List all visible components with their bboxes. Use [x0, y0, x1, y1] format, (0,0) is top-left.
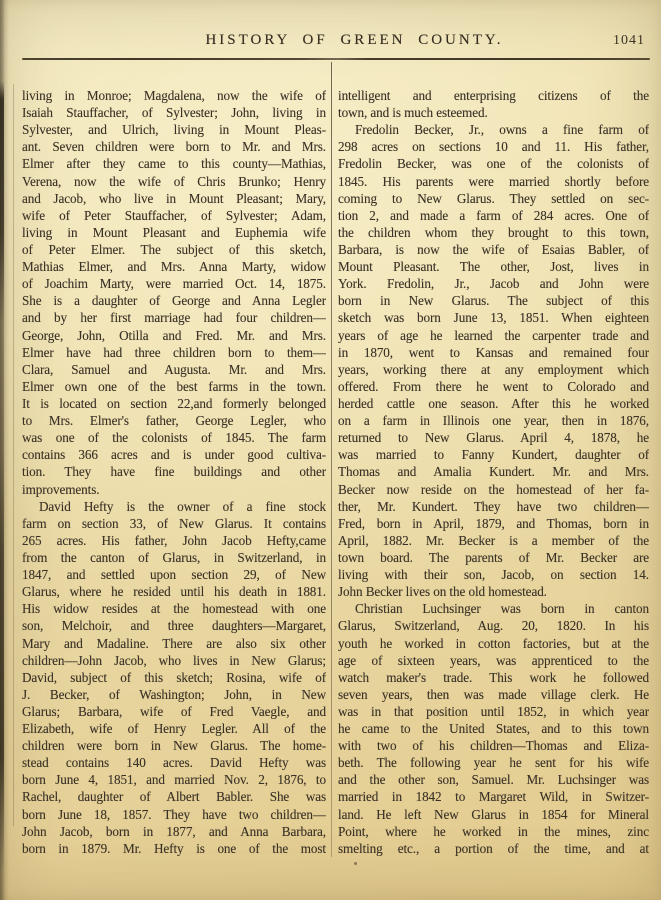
text-line: and the other son, Samuel. Mr. Luchsinger was — [338, 772, 649, 788]
text-line: Rachel, daughter of Albert Babler. She was — [22, 789, 326, 805]
text-line: tion 2, and made a farm of 284 acres. One of — [338, 207, 649, 223]
text-line: son, Melchoir, and three daughters—Margaret, — [22, 618, 326, 634]
text-line: Verena, now the wife of Chris Brunko; Henry — [22, 173, 326, 189]
text-line: age of sixteen years, was apprenticed to the — [338, 652, 649, 668]
text-line: She is a daughter of George and Anna Legler — [22, 293, 326, 309]
text-line: tion. They have fine buildings and other — [22, 464, 326, 480]
text-line: 298 acres on sections 10 and 11. His father, — [338, 139, 649, 155]
text-line: stead contains 140 acres. David Hefty was — [22, 755, 326, 771]
column-divider — [331, 62, 332, 857]
text-line: town board. The parents of Mr. Becker are — [338, 549, 649, 565]
text-line: to Mrs. Elmer's father, George Legler, who — [22, 413, 326, 429]
text-line: Elizabeth, wife of Henry Legler. All of the — [22, 721, 326, 737]
text-line: Point, where he worked in the mines, zinc — [338, 823, 649, 839]
text-line: of Peter Elmer. The subject of this sketch, — [22, 241, 326, 257]
text-line: David Hefty is the owner of a fine stock — [39, 498, 326, 514]
text-line: Thomas and Amalia Kundert. Mr. and Mrs. — [338, 464, 649, 480]
text-line: born in 1879. Mr. Hefty is one of the most — [22, 840, 326, 856]
text-line: smelting etc., a portion of the time, and at — [338, 840, 649, 856]
page-number: 1041 — [613, 33, 645, 48]
binding-shadow — [0, 0, 9, 900]
page-crease-line — [13, 84, 14, 826]
text-line: he came to the United States, and to this town — [338, 721, 649, 737]
text-line: beth. The following year he sent for his wife — [338, 755, 649, 771]
text-line: married in 1842 to Margaret Wild, in Switzer- — [338, 789, 649, 805]
text-line: Elmer after they came to this county—Mathias, — [22, 156, 326, 172]
text-line: Elmer own one of the best farms in the town. — [22, 378, 326, 394]
text-line: living in Monroe; Magdalena, now the wife of — [22, 88, 326, 103]
text-line: born in New Glarus. The subject of this — [338, 293, 649, 309]
text-line: the children whom they brought to this town, — [338, 224, 649, 240]
text-line: Fredolin Becker, was one of the colonists of — [338, 156, 649, 172]
text-line: Christian Luchsinger was born in canton — [355, 601, 649, 617]
text-line: living in Mount Pleasant and Euphemia wife — [22, 224, 326, 240]
text-line: in 1870, went to Kansas and remained four — [338, 344, 649, 360]
text-line: Mount Pleasant. The other, Jost, lives in — [338, 259, 649, 275]
text-line: was married to Fanny Kundert, daughter of — [338, 447, 649, 463]
text-line: Sylvester, and Ulrich, living in Mount Pleas- — [22, 122, 326, 138]
text-line: watch maker's trade. This work he followed — [338, 669, 649, 685]
text-line: from the canton of Glarus, in Switzerland, in — [22, 549, 326, 565]
text-line: coming to New Glarus. They settled on sec- — [338, 190, 649, 206]
text-line: seven years, then was made village clerk. He — [338, 686, 649, 702]
text-line: ther, Mr. Kundert. They have two children— — [338, 498, 649, 514]
text-line: Fred, born in April, 1879, and Thomas, born in — [338, 515, 649, 531]
text-line: sketch was born June 13, 1851. When eighteen — [338, 310, 649, 326]
text-line: land. He left New Glarus in 1854 for Mineral — [338, 806, 649, 822]
text-line: Mary and Madaline. There are also six other — [22, 635, 326, 651]
text-line: York. Fredolin, Jr., Jacob and John were — [338, 276, 649, 292]
text-line: 265 acres. His father, John Jacob Hefty,came — [22, 532, 326, 548]
text-line: contains 366 acres and is under good cultiva- — [22, 447, 326, 463]
text-line: David, subject of this sketch; Rosina, wife of — [22, 669, 326, 685]
text-line: Mathias Elmer, and Mrs. Anna Marty, widow — [22, 259, 326, 275]
text-line: His widow resides at the homestead with one — [22, 601, 326, 617]
ink-speck-artifact — [354, 862, 357, 865]
text-line: returned to New Glarus. April 4, 1878, he — [338, 430, 649, 446]
left-column — [22, 87, 326, 857]
text-line: farm on section 33, of New Glarus. It contains — [22, 515, 326, 531]
text-line: wife of Peter Stauffacher, of Sylvester; Adam, — [22, 207, 326, 223]
page-header-title: HISTORY OF GREEN COUNTY. — [205, 32, 504, 48]
text-line: Glarus, Switzerland, Aug. 20, 1820. In his — [338, 618, 649, 634]
text-line: of Joachim Marty, were married Oct. 14, 1875. — [22, 276, 326, 292]
text-line: with two of his children—Thomas and Eliza- — [338, 738, 649, 754]
text-line: Elmer have had three children born to them— — [22, 344, 326, 360]
text-line: herded cattle one season. After this he worked — [338, 395, 649, 411]
text-line: children—John Jacob, who lives in New Glarus; — [22, 652, 326, 668]
text-line: children were born in New Glarus. The home- — [22, 738, 326, 754]
text-line: Fredolin Becker, Jr., owns a fine farm of — [355, 122, 649, 138]
right-column — [338, 87, 649, 857]
text-line: J. Becker, of Washington; John, in New — [22, 686, 326, 702]
text-line: George, John, Otilla and Fred. Mr. and Mrs. — [22, 327, 326, 343]
text-line: living with their son, Jacob, on section 14. — [338, 567, 649, 583]
text-line: Clara, Samuel and Augusta. Mr. and Mrs. — [22, 361, 326, 377]
text-line: town, and is much esteemed. — [338, 105, 488, 121]
text-line: Becker now reside on the homestead of her fa- — [338, 481, 649, 497]
text-line: improvements. — [22, 481, 100, 497]
text-line: John Jacob, born in 1877, and Anna Barbara, — [22, 823, 326, 839]
text-line: offered. From there he went to Colorado and — [338, 378, 649, 394]
text-line: ant. Seven children were born to Mr. and Mrs. — [22, 139, 326, 155]
text-line: youth he worked in cotton factories, but at the — [338, 635, 649, 651]
text-line: It is located on section 22,and formerly belonged — [22, 395, 326, 411]
text-line: and by her first marriage had four children— — [22, 310, 326, 326]
text-line: Glarus, where he resided until his death in 1881. — [22, 584, 326, 600]
binding-ink-marks — [0, 0, 4, 900]
text-line: years of age he learned the carpenter trade and — [338, 327, 649, 343]
text-line: 1847, and settled upon section 29, of New — [22, 567, 326, 583]
text-line: was one of the colonists of 1845. The farm — [22, 430, 326, 446]
text-line: Barbara, is now the wife of Esaias Babler, of — [338, 241, 649, 257]
text-line: Isaiah Stauffacher, of Sylvester; John, living in — [22, 105, 326, 121]
text-line: John Becker lives on the old homestead. — [338, 584, 547, 600]
text-line: was in that position until 1852, in which year — [338, 703, 649, 719]
text-line: and Jacob, who live in Mount Pleasant; Mary, — [22, 190, 326, 206]
text-line: on a farm in Illinois one year, then in 1876, — [338, 413, 649, 429]
text-line: born June 18, 1857. They have two children— — [22, 806, 326, 822]
text-line: April, 1882. Mr. Becker is a member of the — [338, 532, 649, 548]
running-head — [0, 32, 661, 52]
text-line: years, working there at any employment which — [338, 361, 649, 377]
text-line: 1845. His parents were married shortly before — [338, 173, 649, 189]
text-line: intelligent and enterprising citizens of the — [338, 88, 649, 103]
text-line: born June 4, 1851, and married Nov. 2, 1876, to — [22, 772, 326, 788]
header-rule — [22, 58, 650, 60]
text-line: Glarus; Barbara, wife of Fred Vaegle, and — [22, 703, 326, 719]
